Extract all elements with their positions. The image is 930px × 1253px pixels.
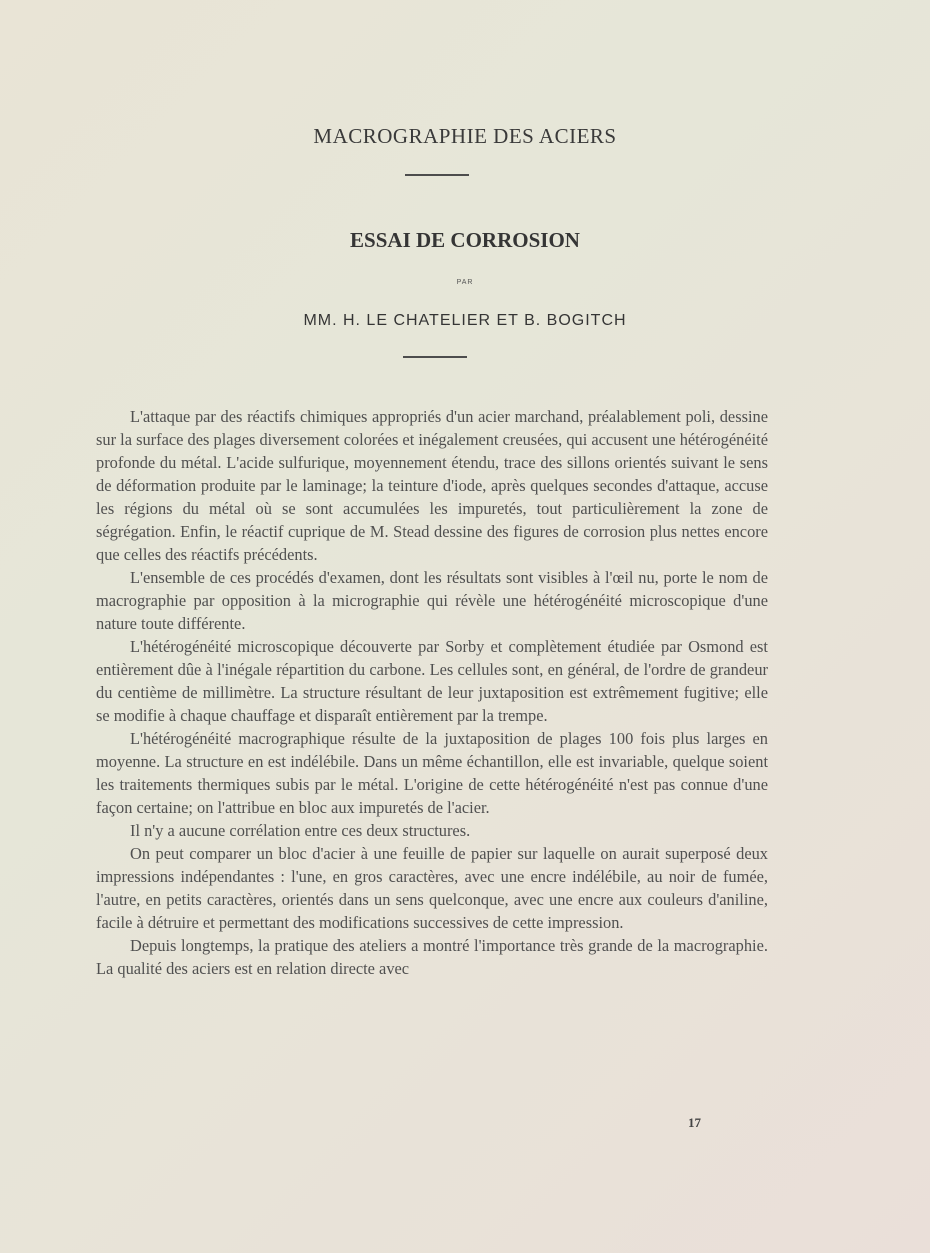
authors-line: MM. H. LE CHATELIER ET B. BOGITCH xyxy=(303,312,627,329)
paragraph: L'ensemble de ces procédés d'examen, dont les résultats sont visibles à l'œil nu, porte le nom de macrographie par opposition à la micrographie qui révèle une hétérogénéité microscopique d'une nature toute différente. xyxy=(96,568,768,633)
paragraph: Il n'y a aucune corrélation entre ces deux structures. xyxy=(130,821,471,840)
byline-par: PAR xyxy=(456,279,474,286)
paragraph: L'hétérogénéité macrographique résulte de la juxtaposition de plages 100 fois plus larges en moyenne. La structure en est indélébile. Dans un même échantillon, elle est invariable, quelque soient les traitements thermiques subis par le métal. L'origine de cette hétérogénéité n'est pas connue d'une façon certaine; on l'attribue en bloc aux impuretés de l'acier. xyxy=(96,729,768,817)
paragraph: L'hétérogénéité microscopique découverte par Sorby et complètement étudiée par Osmond est entièrement dûe à l'inégale répartition du carbone. Les cellules sont, en général, de l'ordre de grandeur du centième de millimètre. La structure résultant de leur juxtaposition est extrêmement fugitive; elle se modifie à chaque chauffage et disparaît entièrement par la trempe. xyxy=(96,637,768,725)
page-number: 17 xyxy=(688,1115,701,1130)
body-text xyxy=(96,405,768,980)
authors-divider xyxy=(403,356,467,358)
essay-title: ESSAI DE CORROSION xyxy=(350,228,580,252)
paragraph: Depuis longtemps, la pratique des ateliers a montré l'importance très grande de la macrographie. La qualité des aciers est en relation directe avec xyxy=(96,936,768,978)
paragraph: L'attaque par des réactifs chimiques appropriés d'un acier marchand, préalablement poli, dessine sur la surface des plages diversement colorées et inégalement creusées, qui accusent une hétérogénéité profonde du métal. L'acide sulfurique, moyennement étendu, trace des sillons orientés suivant le sens de déformation produite par le laminage; la teinture d'iode, après quelques secondes d'attaque, accuse les régions du métal où se sont accumulées les impuretés, tout particulièrement la zone de ségrégation. Enfin, le réactif cuprique de M. Stead dessine des figures de corrosion plus nettes encore que celles des réactifs précédents. xyxy=(96,407,768,564)
title-divider xyxy=(405,174,469,176)
paragraph: On peut comparer un bloc d'acier à une feuille de papier sur laquelle on aurait superposé deux impressions indépendantes : l'une, en gros caractères, avec une encre indélébile, au noir de fumée, l'autre, en petits caractères, orientés dans un sens quelconque, avec une encre aux couleurs d'aniline, facile à détruire et permettant des modifications successives de cette impression. xyxy=(96,844,768,932)
document-title: MACROGRAPHIE DES ACIERS xyxy=(313,124,617,148)
